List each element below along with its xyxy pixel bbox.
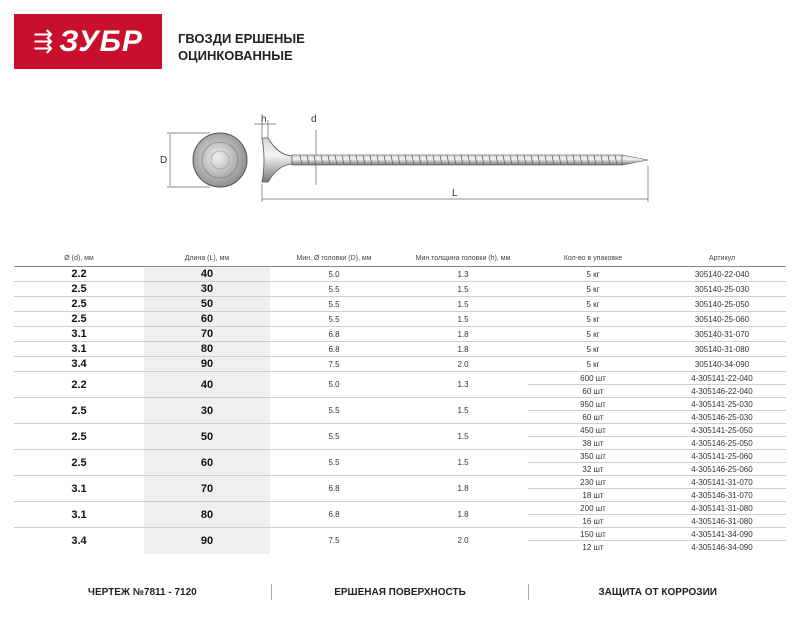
cell-length: 70 [144,476,270,502]
header-article: Артикул [708,254,736,262]
cell-head-diameter: 6.8 [270,476,398,502]
product-title [178,30,305,64]
footer-drawing-number: ЧЕРТЕЖ №7811 - 7120 [87,586,197,598]
cell-head-diameter: 6.8 [270,342,398,357]
cell-diameter: 3.1 [14,342,144,357]
brand-logo [14,14,162,69]
cell-diameter: 3.1 [14,327,144,342]
table-row [14,342,786,357]
cell-pack-qty: 5 кг [528,282,658,297]
cell-article: 4-305141-25-050 [658,424,786,437]
dimension-D-label: D [160,155,168,166]
cell-length: 30 [144,398,270,424]
cell-pack-qty: 12 шт [528,541,658,554]
cell-article: 305140-22-040 [658,267,786,282]
cell-length: 60 [144,450,270,476]
cell-pack-qty: 32 шт [528,463,658,476]
nail-drawing [150,110,650,210]
cell-head-thickness: 1.8 [398,342,528,357]
cell-pack-qty: 350 шт [528,450,658,463]
cell-head-diameter: 7.5 [270,357,398,372]
cell-head-thickness: 1.8 [398,502,528,528]
cell-head-diameter: 5.5 [270,450,398,476]
cell-article: 305140-31-070 [658,327,786,342]
cell-pack-qty: 200 шт [528,502,658,515]
cell-diameter: 2.5 [14,450,144,476]
cell-pack-qty: 450 шт [528,424,658,437]
header-head-diameter: Мин. Ø головки (D), мм [296,254,372,262]
cell-pack-qty: 5 кг [528,267,658,282]
cell-length: 80 [144,502,270,528]
dimension-d-label: d [311,114,317,125]
cell-length: 70 [144,327,270,342]
table-header-row [14,250,786,267]
cell-head-diameter: 7.5 [270,528,398,554]
cell-head-diameter: 5.5 [270,312,398,327]
cell-head-thickness: 1.5 [398,312,528,327]
cell-diameter: 2.2 [14,372,144,398]
cell-pack-qty: 60 шт [528,411,658,424]
cell-pack-qty: 5 кг [528,357,658,372]
cell-head-thickness: 2.0 [398,528,528,554]
cell-length: 90 [144,528,270,554]
cell-article: 305140-34-090 [658,357,786,372]
cell-article: 4-305146-34-090 [658,541,786,554]
cell-head-thickness: 1.8 [398,327,528,342]
cell-head-thickness: 2.0 [398,357,528,372]
table-row [14,312,786,327]
cell-article: 4-305146-31-080 [658,515,786,528]
dimension-L-label: L [452,188,458,199]
table-row [14,476,786,489]
cell-head-diameter: 6.8 [270,327,398,342]
header-pack-qty: Кол-во в упаковке [563,254,623,262]
logo-arrow-icon: ⇶ [33,27,54,55]
cell-pack-qty: 5 кг [528,297,658,312]
cell-diameter: 3.1 [14,476,144,502]
table-row [14,528,786,541]
cell-diameter: 2.5 [14,398,144,424]
cell-article: 4-305146-25-060 [658,463,786,476]
cell-length: 50 [144,424,270,450]
cell-diameter: 3.1 [14,502,144,528]
cell-length: 30 [144,282,270,297]
cell-diameter: 2.5 [14,312,144,327]
table-row [14,424,786,437]
cell-pack-qty: 16 шт [528,515,658,528]
table-row [14,282,786,297]
cell-article: 4-305146-25-030 [658,411,786,424]
cell-pack-qty: 950 шт [528,398,658,411]
cell-diameter: 2.5 [14,282,144,297]
cell-article: 4-305141-25-030 [658,398,786,411]
cell-diameter: 3.4 [14,357,144,372]
cell-diameter: 3.4 [14,528,144,554]
spec-table-body [14,267,786,554]
cell-head-thickness: 1.5 [398,282,528,297]
cell-pack-qty: 150 шт [528,528,658,541]
table-row [14,357,786,372]
cell-article: 305140-25-060 [658,312,786,327]
cell-pack-qty: 5 кг [528,327,658,342]
header-head-thickness: Мин.толщина головки (h), мм [415,254,511,262]
cell-head-diameter: 5.5 [270,398,398,424]
table-row [14,297,786,312]
cell-article: 305140-25-050 [658,297,786,312]
nail-head-front-view [193,133,247,187]
cell-article: 4-305141-34-090 [658,528,786,541]
table-row [14,327,786,342]
cell-length: 40 [144,372,270,398]
cell-head-diameter: 5.5 [270,282,398,297]
cell-pack-qty: 18 шт [528,489,658,502]
cell-length: 50 [144,297,270,312]
footer-bar [14,579,786,605]
cell-length: 90 [144,357,270,372]
cell-head-diameter: 5.0 [270,372,398,398]
cell-diameter: 2.5 [14,297,144,312]
cell-length: 80 [144,342,270,357]
cell-article: 4-305141-31-070 [658,476,786,489]
brand-name: ЗУБР [59,24,143,58]
cell-length: 40 [144,267,270,282]
table-row [14,372,786,385]
cell-diameter: 2.5 [14,424,144,450]
table-row [14,267,786,282]
cell-article: 4-305141-22-040 [658,372,786,385]
spec-table [14,250,786,554]
header-length: Длина (L), мм [184,254,230,262]
title-line-1: ГВОЗДИ ЕРШЕНЫЕ [178,31,305,46]
cell-article: 4-305141-31-080 [658,502,786,515]
footer-protection: ЗАЩИТА ОТ КОРРОЗИИ [598,586,717,598]
cell-head-thickness: 1.5 [398,424,528,450]
cell-pack-qty: 5 кг [528,312,658,327]
cell-head-thickness: 1.5 [398,297,528,312]
cell-article: 305140-25-030 [658,282,786,297]
cell-article: 305140-31-080 [658,342,786,357]
dimension-h-label: h [261,114,267,125]
cell-head-diameter: 6.8 [270,502,398,528]
cell-head-thickness: 1.5 [398,398,528,424]
cell-head-diameter: 5.5 [270,424,398,450]
cell-head-thickness: 1.5 [398,450,528,476]
cell-pack-qty: 230 шт [528,476,658,489]
cell-diameter: 2.2 [14,267,144,282]
table-row [14,398,786,411]
cell-pack-qty: 60 шт [528,385,658,398]
cell-article: 4-305146-25-050 [658,437,786,450]
cell-article: 4-305146-22-040 [658,385,786,398]
cell-head-thickness: 1.3 [398,372,528,398]
cell-head-thickness: 1.8 [398,476,528,502]
cell-pack-qty: 600 шт [528,372,658,385]
cell-head-diameter: 5.0 [270,267,398,282]
table-row [14,502,786,515]
cell-article: 4-305146-31-070 [658,489,786,502]
header-diameter: Ø (d), мм [64,254,94,262]
cell-pack-qty: 5 кг [528,342,658,357]
footer-surface: ЕРШЕНАЯ ПОВЕРХНОСТЬ [334,586,466,598]
cell-pack-qty: 38 шт [528,437,658,450]
table-row [14,450,786,463]
cell-length: 60 [144,312,270,327]
cell-head-diameter: 5.5 [270,297,398,312]
title-line-2: ОЦИНКОВАННЫЕ [178,48,293,63]
cell-article: 4-305141-25-060 [658,450,786,463]
cell-head-thickness: 1.3 [398,267,528,282]
